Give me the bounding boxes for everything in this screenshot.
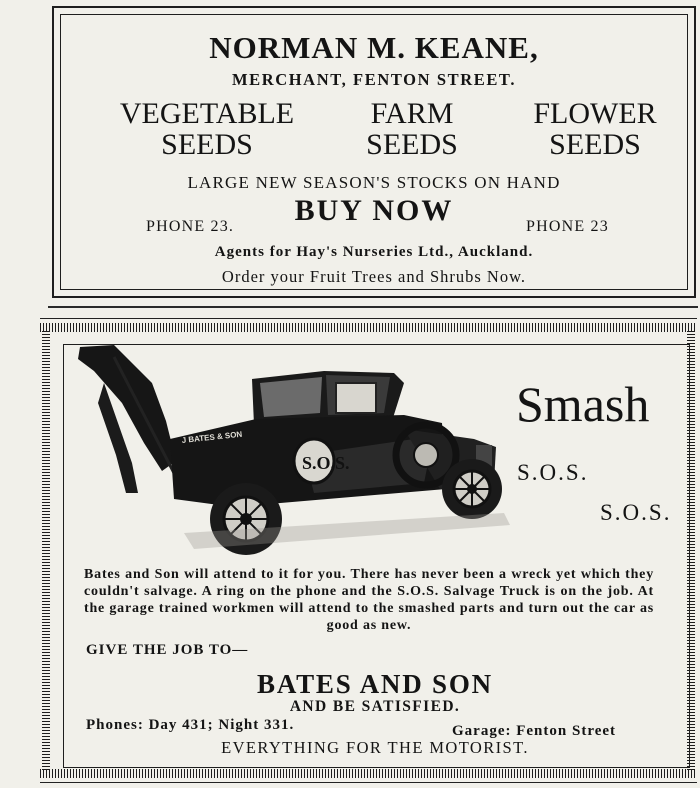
garage-address: Garage: Fenton Street — [452, 723, 617, 739]
tow-truck-illustration — [74, 343, 514, 558]
body-copy: Bates and Son will attend to it for you. There has never been a wreck yet which they couldn't salvage. A ring on the phone and the S.O.S. Salvage Truck is on the job. At the garage trained workmen will attend to the smashed parts and turn out the car as good as new. — [84, 567, 654, 633]
seed-vegetable — [102, 98, 312, 160]
truck-plate: S.O.S. — [302, 453, 350, 473]
seed-flower-line1: FLOWER — [533, 97, 657, 130]
seed-flower-line2: SEEDS — [549, 128, 641, 161]
phones-line: Phones: Day 431; Night 331. — [86, 717, 295, 733]
hatched-border-left — [42, 331, 50, 770]
stocks-notice: LARGE NEW SEASON'S STOCKS ON HAND — [187, 173, 561, 192]
company-name: BATES AND SON — [257, 669, 493, 699]
advertiser-address: MERCHANT, FENTON STREET. — [231, 70, 517, 89]
seed-flower — [520, 98, 670, 160]
smash-headline: Smash — [516, 376, 650, 432]
hatched-border-top — [40, 323, 697, 332]
phone-right: PHONE 23 — [526, 218, 609, 235]
agents-line: Agents for Hay's Nurseries Ltd., Auckland. — [214, 244, 534, 260]
satisfied-line: AND BE SATISFIED. — [289, 698, 461, 715]
phone-left: PHONE 23. — [146, 218, 235, 235]
seed-vegetable-line1: VEGETABLE — [119, 97, 295, 130]
seed-farm-line2: SEEDS — [366, 128, 458, 161]
separator-rule — [48, 306, 698, 308]
buy-now-heading: BUY NOW — [294, 194, 454, 227]
truck-sign: J BATES & SON — [181, 429, 243, 445]
advertiser-name: NORMAN M. KEANE, — [209, 30, 539, 65]
order-line: Order your Fruit Trees and Shrubs Now. — [221, 267, 527, 286]
hatched-border-bottom — [40, 769, 697, 778]
sos-first: S.O.S. — [517, 460, 589, 485]
seed-vegetable-line2: SEEDS — [161, 128, 253, 161]
give-the-job-line: GIVE THE JOB TO— — [86, 642, 249, 658]
keane-advertisement — [52, 6, 696, 298]
seed-farm — [342, 98, 482, 160]
seed-farm-line1: FARM — [370, 97, 454, 130]
tagline: EVERYTHING FOR THE MOTORIST. — [221, 738, 529, 757]
sos-second: S.O.S. — [600, 500, 672, 525]
